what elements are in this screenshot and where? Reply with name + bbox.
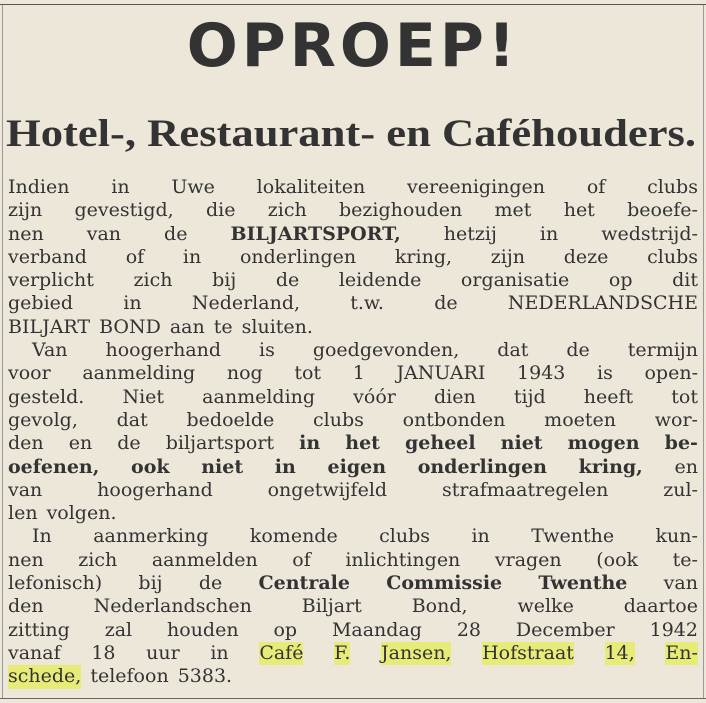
word: van [86, 222, 122, 245]
word: de [566, 339, 590, 362]
word: tot [671, 385, 698, 408]
word: BOND [99, 315, 161, 338]
word: dat [497, 339, 529, 362]
word: biljartsport [165, 432, 275, 455]
word: ontbonden [402, 408, 506, 431]
word: moeten [544, 408, 616, 431]
word: len [8, 502, 38, 525]
word: leidende [338, 269, 422, 292]
text-line [8, 525, 698, 548]
word: 1943 [517, 362, 566, 385]
text-line [8, 642, 698, 665]
word: dien [434, 385, 476, 408]
word: t.w. [350, 292, 384, 315]
bold-word: in [299, 432, 321, 455]
word: de [434, 292, 458, 315]
word: gevolg, [8, 408, 78, 431]
word: is [597, 362, 613, 385]
word: zich [133, 269, 173, 292]
word: zal [104, 618, 133, 641]
bold-word: eigen [327, 455, 387, 478]
bold-word: Centrale [258, 572, 350, 595]
bold-word: onderlingen [417, 455, 547, 478]
word: Nederlandschen [93, 595, 252, 618]
bold-word: Commissie [386, 572, 503, 595]
word: Bond, [411, 595, 468, 618]
text-line [8, 386, 698, 409]
word: volgen. [46, 502, 117, 525]
word: den [8, 595, 44, 618]
word: termijn [627, 339, 698, 362]
word: verplicht [8, 269, 94, 292]
headline: OPROEP! [186, 11, 520, 81]
word: 1942 [649, 618, 698, 641]
word: lefonisch) [8, 572, 103, 595]
word: komende [249, 525, 338, 548]
text-line [8, 176, 698, 199]
word: Indien [8, 176, 70, 198]
text-line [8, 479, 698, 502]
text-line [8, 572, 698, 595]
word: in [471, 525, 490, 548]
word: (ook [596, 548, 639, 571]
word: ongetwijfeld [267, 478, 388, 501]
word: organisatie [460, 269, 570, 292]
word: bedoelde [186, 408, 275, 431]
text-line [8, 246, 698, 269]
word: vragen [494, 548, 562, 571]
word: JANUARI [396, 362, 486, 385]
word: goedgevonden, [312, 339, 460, 362]
word: bezighouden [339, 199, 463, 222]
word: clubs [379, 525, 431, 548]
word: aanmelding [202, 385, 316, 408]
word: heeft [583, 385, 634, 408]
word: hetzij [443, 222, 497, 245]
word: in [539, 222, 559, 245]
word: uur [146, 641, 180, 664]
word: zitting [8, 618, 70, 641]
word: van [8, 478, 43, 501]
word: Maandag [331, 618, 422, 641]
bold-word: het [345, 432, 380, 455]
word: de [117, 432, 141, 455]
word: nen [8, 548, 44, 571]
word: inlichtingen [345, 548, 461, 571]
word: bij [138, 572, 163, 595]
word: met [494, 199, 532, 222]
text-line [8, 432, 698, 455]
word: 1 [352, 362, 365, 385]
highlighted-word: 14, [604, 641, 635, 664]
word: lokaliteiten [256, 176, 366, 198]
word: Nederland, [191, 292, 301, 315]
word: nen [8, 222, 44, 245]
word: kun- [655, 525, 698, 548]
word: vanaf [8, 641, 61, 664]
word: of [125, 245, 145, 268]
word: tijd [513, 385, 546, 408]
bold-word: niet [201, 455, 244, 478]
text-line [8, 409, 698, 432]
text-line [8, 502, 698, 525]
text-line [8, 619, 698, 642]
word: Uwe [171, 176, 215, 198]
word: houden [167, 618, 239, 641]
word: hoogerhand [105, 339, 222, 362]
bold-word: BILJARTSPORT, [230, 222, 401, 245]
text-line [8, 549, 698, 572]
word: deze [563, 245, 609, 268]
left-rule [2, 5, 3, 698]
text-line [8, 339, 698, 362]
word: is [259, 339, 275, 362]
word: te- [672, 548, 698, 571]
word: bij [212, 269, 237, 292]
word: telefoon [90, 665, 169, 688]
bold-word: niet [500, 432, 543, 455]
word: gevestigd, [74, 199, 174, 222]
highlighted-word: Hofstraat [482, 641, 574, 664]
word: clubs [313, 408, 364, 431]
word: vóór [353, 385, 396, 408]
highlighted-word: Café [259, 641, 304, 664]
bold-word: Twenthe [538, 572, 628, 595]
word: in [210, 641, 229, 664]
word: December [515, 618, 615, 641]
word: het [563, 199, 595, 222]
word: welke [517, 595, 574, 618]
word: in [182, 245, 202, 268]
word: of [586, 176, 606, 198]
bold-word: ook [131, 455, 170, 478]
text-line [8, 665, 698, 688]
text-line [8, 595, 698, 618]
text-line [8, 362, 698, 385]
word: kring, [394, 245, 453, 268]
word: clubs [647, 176, 698, 198]
word: gebied [8, 292, 74, 315]
text-line [8, 269, 698, 292]
word: en [674, 455, 698, 478]
highlighted-word: En- [665, 641, 698, 664]
word: zich [267, 199, 307, 222]
word: 28 [456, 618, 481, 641]
word: verband [8, 245, 87, 268]
word: In [32, 525, 52, 548]
word: op [608, 269, 633, 292]
highlighted-word: schede, [8, 665, 82, 688]
word: hoogerhand [97, 478, 213, 501]
word: onderlingen [239, 245, 357, 268]
word: dit [672, 269, 698, 292]
word: of [292, 548, 311, 571]
word: aanmelden [151, 548, 258, 571]
word: wor- [654, 408, 698, 431]
word: daartoe [623, 595, 698, 618]
bold-word: kring, [578, 455, 643, 478]
word: de [275, 269, 300, 292]
word: van [663, 572, 698, 595]
word: aanmelding [82, 362, 196, 385]
word: de [198, 572, 223, 595]
subheadline [6, 108, 701, 160]
word: 5383. [177, 665, 233, 688]
word: Twenthe [531, 525, 615, 548]
bottom-rule [0, 698, 706, 699]
word: te [213, 315, 233, 338]
word: 18 [91, 641, 116, 664]
text-line [8, 199, 698, 222]
word: aanmerking [93, 525, 209, 548]
word: den [8, 432, 44, 455]
word: zijn [490, 245, 525, 268]
word: sluiten. [241, 315, 313, 338]
text-line [8, 292, 698, 315]
word: nog [226, 362, 263, 385]
word: open- [644, 362, 698, 385]
right-rule [703, 5, 704, 698]
word: Van [32, 339, 68, 362]
word: en [68, 432, 93, 455]
bold-word: in [274, 455, 296, 478]
word: aan [169, 315, 205, 338]
word: in [111, 176, 130, 198]
word: dat [116, 408, 148, 431]
word: NEDERLANDSCHE [507, 292, 698, 315]
word: de [164, 222, 188, 245]
word: Niet [122, 385, 165, 408]
word: zich [78, 548, 118, 571]
word: die [206, 199, 236, 222]
text-line [8, 223, 698, 246]
word: wedstrijd- [601, 222, 698, 245]
bold-word: mogen [567, 432, 640, 455]
bold-word: oefenen, [8, 455, 100, 478]
word: BILJART [8, 315, 91, 338]
word: in [123, 292, 142, 315]
word: clubs [647, 245, 698, 268]
top-rule [0, 4, 706, 5]
text-line [8, 316, 698, 339]
word: gesteld. [8, 385, 85, 408]
text-line [8, 456, 698, 479]
word: voor [8, 362, 51, 385]
highlighted-word: F. [334, 641, 351, 664]
word: zul- [663, 478, 698, 501]
word: tot [294, 362, 322, 385]
subheadline-text: Hotel-, Restaurant- en Caféhouders. [6, 112, 696, 155]
article-body [8, 176, 698, 689]
bold-word: be- [664, 432, 698, 455]
word: vereenigingen [407, 176, 546, 198]
word: op [273, 618, 298, 641]
word: beoefe- [627, 199, 698, 222]
word: zijn [8, 199, 43, 222]
bold-word: geheel [405, 432, 476, 455]
word: strafmaatregelen [441, 478, 609, 501]
highlighted-word: Jansen, [381, 641, 452, 664]
word: Biljart [301, 595, 362, 618]
